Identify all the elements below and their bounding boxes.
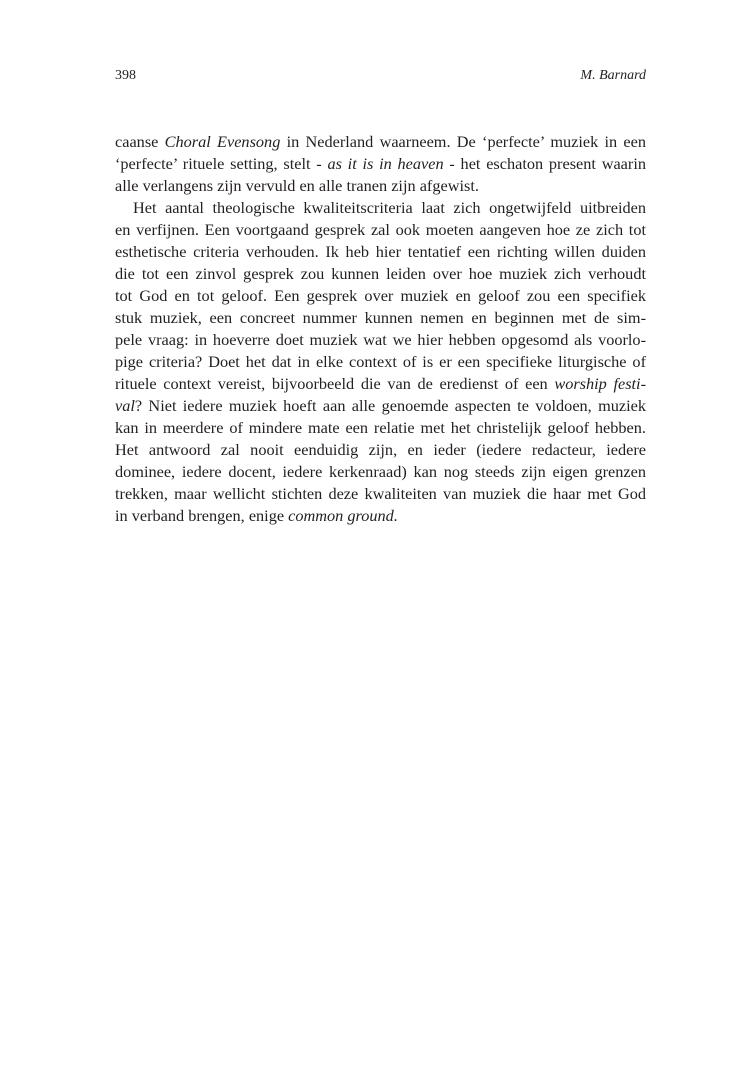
italic-phrase: worship festi-	[554, 374, 646, 393]
text-line: Het aantal theologische kwaliteitscriteria laat zich ongetwijfeld uitbreiden	[133, 198, 646, 217]
text-line: val? Niet iedere muziek hoeft aan alle genoemde aspecten te voldoen, muziek	[115, 396, 646, 415]
italic-title: Choral Evensong	[164, 132, 281, 151]
text-line: Het antwoord zal nooit eenduidig zijn, en ieder (iedere redacteur, iedere	[115, 440, 646, 459]
italic-phrase: as it is in heaven	[327, 154, 444, 173]
text-line: die tot een zinvol gesprek zou kunnen leiden over hoe muziek zich verhoudt	[115, 264, 646, 283]
text-line: pige criteria? Doet het dat in elke context of is er een specifieke liturgische of	[115, 352, 646, 371]
text-line: rituele context vereist, bijvoorbeeld die van de eredienst of een worship festi-	[115, 374, 646, 393]
paragraph-2	[115, 197, 646, 527]
text-line: pele vraag: in hoeverre doet muziek wat we hier hebben opgesomd als voorlo-	[115, 330, 646, 349]
running-head-author: M. Barnard	[580, 68, 646, 83]
page-number: 398	[115, 68, 136, 83]
text-line: caanse Choral Evensong in Nederland waarneem. De ‘perfecte’ muziek in een	[115, 132, 647, 151]
text-line: trekken, maar wellicht stichten deze kwaliteiten van muziek die haar met God	[115, 484, 646, 503]
italic-phrase: val	[115, 396, 135, 415]
text-line: kan in meerdere of mindere mate een relatie met het christelijk geloof hebben.	[115, 418, 646, 437]
paragraph-1	[115, 131, 646, 197]
text-line: esthetische criteria verhouden. Ik heb hier tentatief een richting willen duiden	[115, 242, 646, 261]
page-header	[115, 66, 646, 86]
text-line: in verband brengen, enige common ground.	[115, 506, 398, 525]
text-line: dominee, iedere docent, iedere kerkenraad) kan nog steeds zijn eigen grenzen	[115, 462, 646, 481]
text-line: alle verlangens zijn vervuld en alle tranen zijn afgewist.	[115, 176, 479, 195]
italic-phrase: common ground.	[288, 506, 398, 525]
text-line: ‘perfecte’ rituele setting, stelt - as it is in heaven - het eschaton present waarin	[115, 154, 646, 173]
text-line: stuk muziek, een concreet nummer kunnen nemen en beginnen met de sim-	[115, 308, 646, 327]
text-line: tot God en tot geloof. Een gesprek over muziek en geloof zou een specifiek	[115, 286, 646, 305]
body-text	[115, 131, 646, 527]
text-line: en verfijnen. Een voortgaand gesprek zal ook moeten aangeven hoe ze zich tot	[115, 220, 646, 239]
